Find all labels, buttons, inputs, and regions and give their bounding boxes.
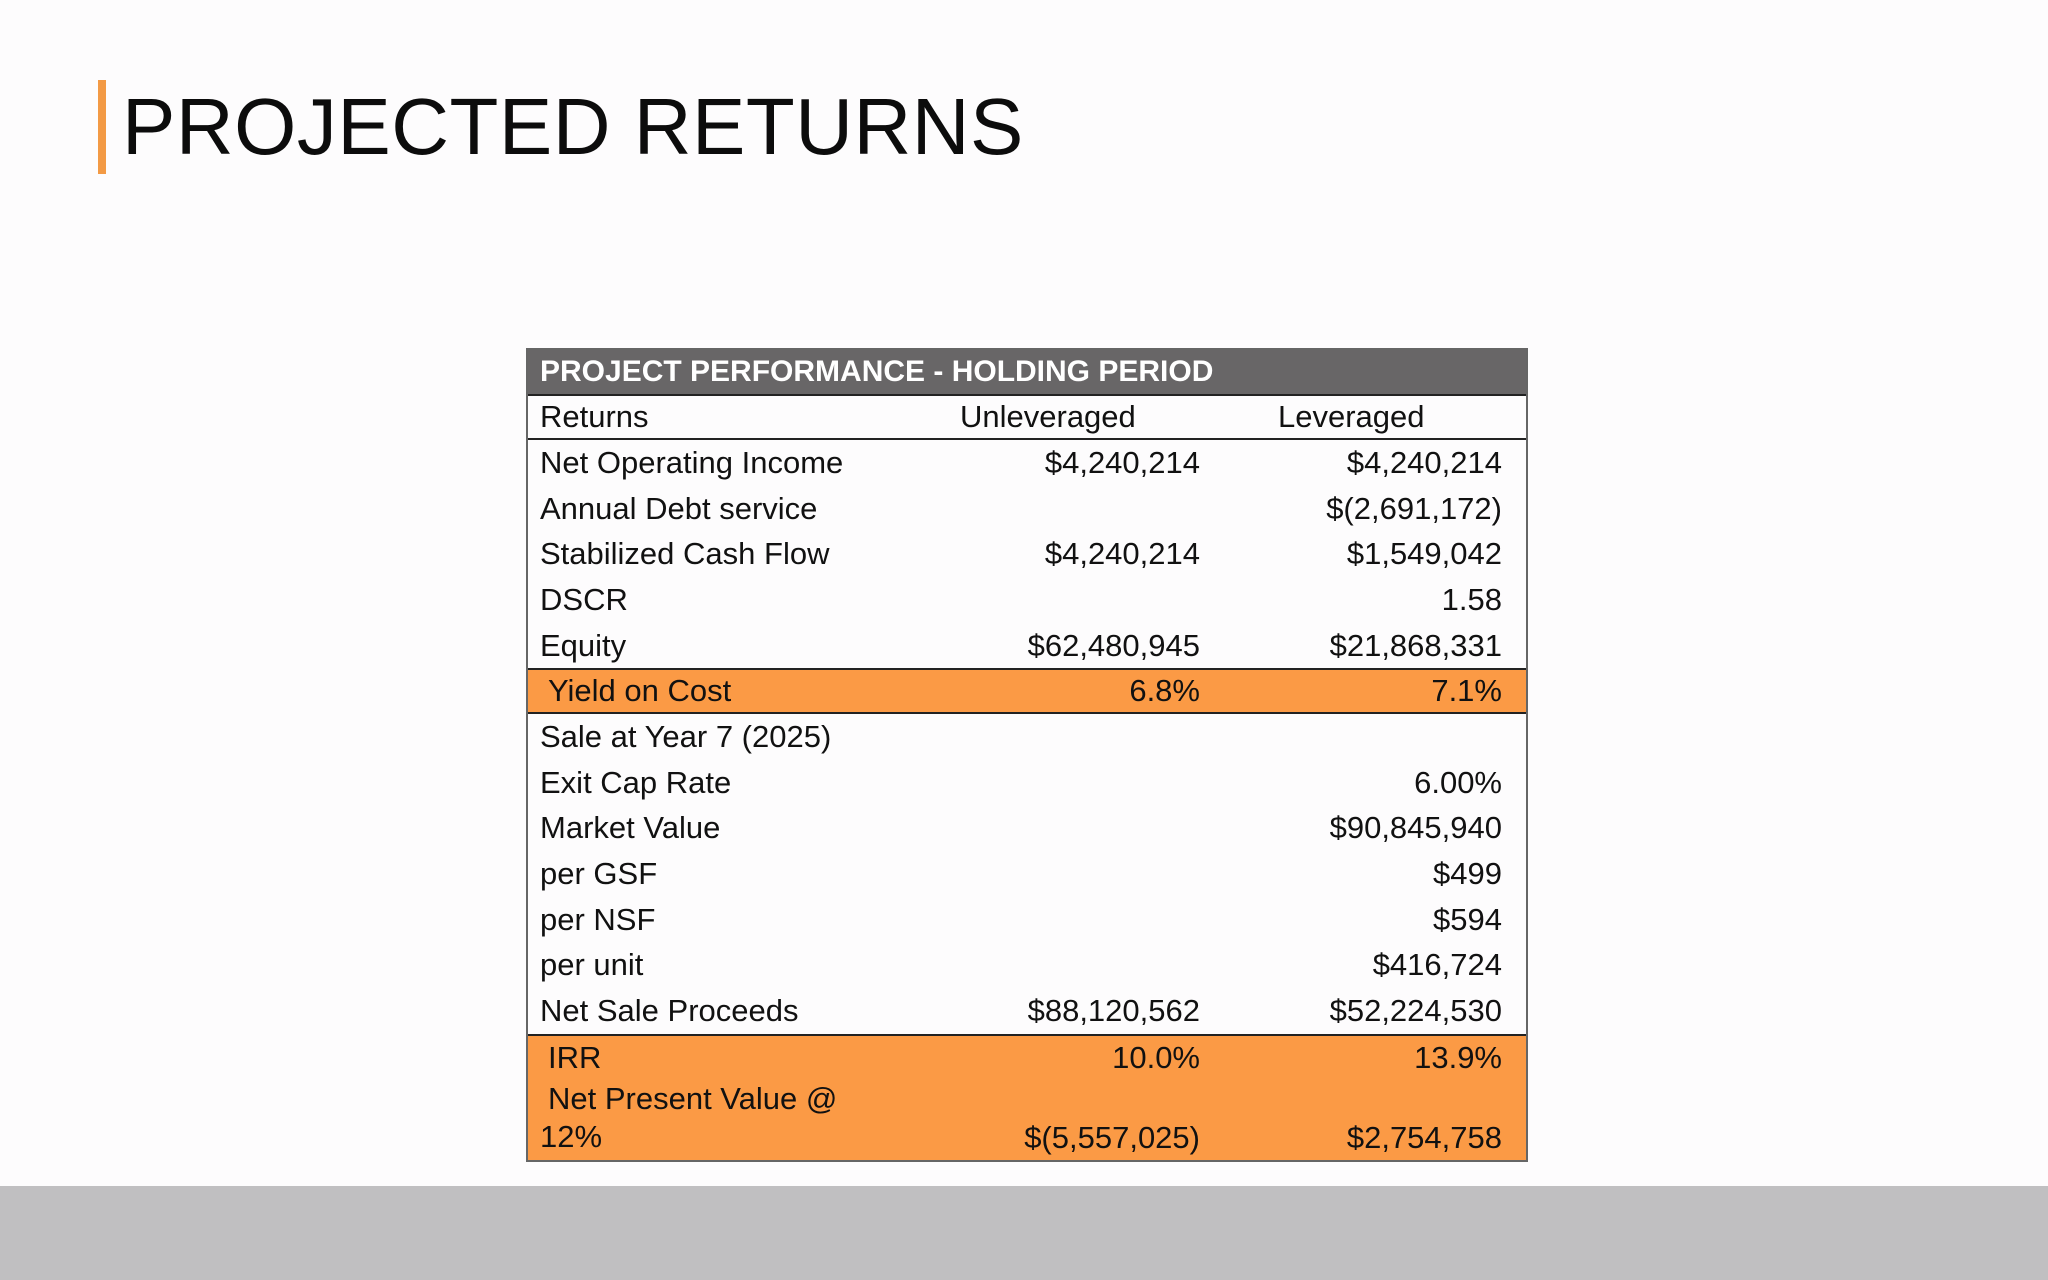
- slide-title: PROJECTED RETURNS: [122, 82, 1024, 171]
- unleveraged-value: 6.8%: [1129, 673, 1200, 709]
- column-header-returns: Returns: [540, 399, 649, 434]
- unleveraged-value: $62,480,945: [1027, 627, 1200, 663]
- table-row-cash-flow: [528, 531, 1526, 577]
- row-label: Net Operating Income: [540, 444, 844, 480]
- leveraged-value: $594: [1433, 901, 1502, 937]
- leveraged-value: 13.9%: [1414, 1039, 1502, 1075]
- table-row-irr: [528, 1034, 1526, 1080]
- row-label: IRR: [548, 1039, 602, 1075]
- npv-label-line-2: 12%: [540, 1118, 603, 1154]
- leveraged-value: $4,240,214: [1346, 444, 1502, 480]
- table-row-sale-year: [528, 714, 1526, 760]
- column-header-row: [528, 394, 1526, 440]
- row-label: per NSF: [540, 901, 656, 937]
- table-row-npv: [528, 1080, 1526, 1160]
- table-row-per-gsf: [528, 851, 1526, 897]
- leveraged-value: $499: [1433, 856, 1502, 892]
- table-row-market-value: [528, 806, 1526, 852]
- row-label: Net Sale Proceeds: [540, 993, 799, 1029]
- title-accent-bar: [98, 80, 106, 174]
- unleveraged-value: 10.0%: [1112, 1039, 1200, 1075]
- leveraged-value: $90,845,940: [1329, 810, 1502, 846]
- leveraged-value: $2,754,758: [1346, 1119, 1502, 1155]
- npv-label-line-1: Net Present Value @: [548, 1080, 838, 1116]
- unleveraged-value: $88,120,562: [1027, 993, 1200, 1029]
- footer-band: [0, 1186, 2048, 1280]
- table-row-noi: [528, 440, 1526, 486]
- table-row-debt-service: [528, 486, 1526, 532]
- row-label: Annual Debt service: [540, 490, 818, 526]
- leveraged-value: $52,224,530: [1329, 993, 1502, 1029]
- row-label: Sale at Year 7 (2025): [540, 718, 832, 754]
- unleveraged-value: $(5,557,025): [1024, 1119, 1200, 1155]
- table-header: PROJECT PERFORMANCE - HOLDING PERIOD: [528, 350, 1526, 394]
- leveraged-value: $(2,691,172): [1326, 490, 1502, 526]
- row-label: Exit Cap Rate: [540, 764, 732, 800]
- row-label: Yield on Cost: [548, 673, 732, 709]
- column-header-leveraged: Leveraged: [1278, 399, 1425, 434]
- table-row-net-sale-proceeds: [528, 988, 1526, 1034]
- row-label: [528, 1080, 928, 1156]
- table-row-dscr: [528, 577, 1526, 623]
- table-row-exit-cap: [528, 760, 1526, 806]
- column-header-unleveraged: Unleveraged: [960, 399, 1136, 434]
- row-label: Market Value: [540, 810, 721, 846]
- leveraged-value: $416,724: [1372, 947, 1502, 983]
- leveraged-value: 6.00%: [1414, 764, 1502, 800]
- leveraged-value: $21,868,331: [1329, 627, 1502, 663]
- leveraged-value: 1.58: [1441, 581, 1502, 617]
- row-label: Stabilized Cash Flow: [540, 536, 830, 572]
- unleveraged-value: $4,240,214: [1044, 444, 1200, 480]
- leveraged-value: $1,549,042: [1346, 536, 1502, 572]
- table-row-per-nsf: [528, 897, 1526, 943]
- row-label: per unit: [540, 947, 644, 983]
- performance-table: [526, 348, 1528, 1162]
- leveraged-value: 7.1%: [1431, 673, 1502, 709]
- unleveraged-value: $4,240,214: [1044, 536, 1200, 572]
- table-row-equity: [528, 623, 1526, 669]
- row-label: per GSF: [540, 856, 658, 892]
- row-label: Equity: [540, 627, 627, 663]
- table-row-per-unit: [528, 943, 1526, 989]
- row-label: DSCR: [540, 581, 628, 617]
- table-row-yield-on-cost: [528, 668, 1526, 714]
